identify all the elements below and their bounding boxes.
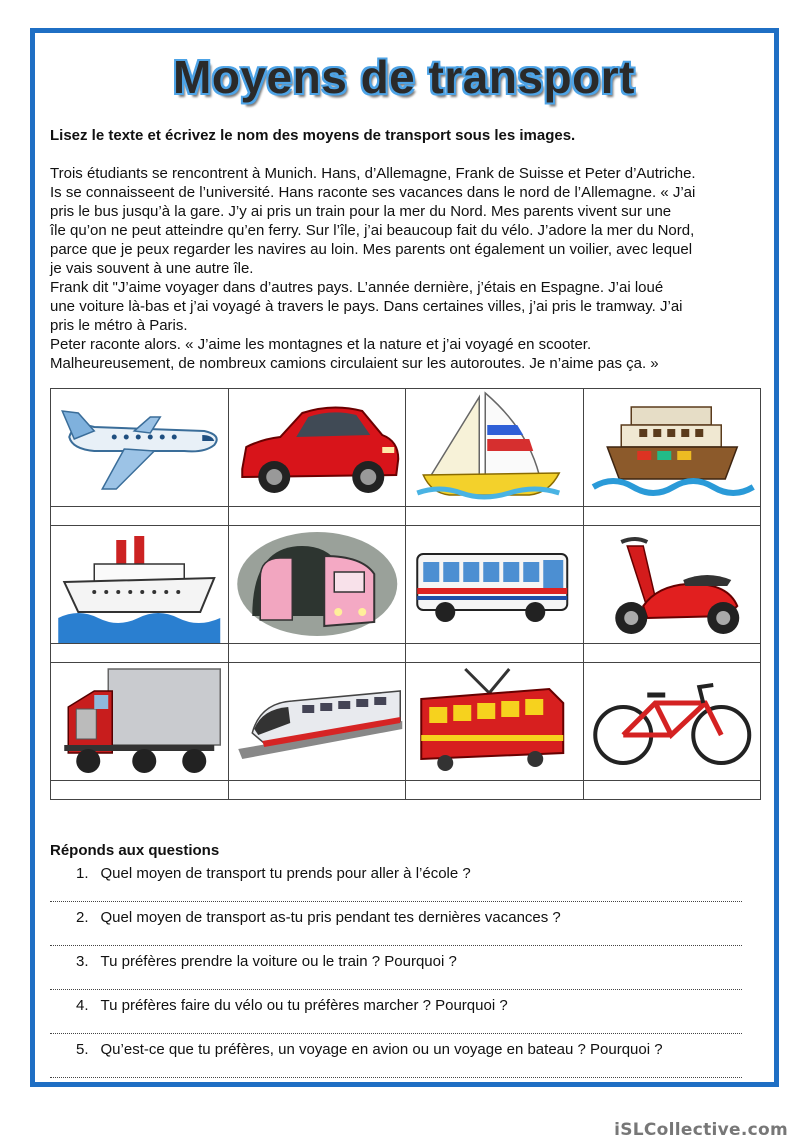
instruction: Lisez le texte et écrivez le nom des moyens de transport sous les images. (50, 127, 576, 144)
question-item (50, 952, 750, 971)
answer-line[interactable] (50, 883, 742, 902)
answer-line[interactable] (50, 927, 742, 946)
bus-icon (406, 526, 583, 643)
ship-icon (51, 526, 228, 643)
answer-line[interactable] (50, 1059, 742, 1078)
ferry-icon (584, 389, 761, 506)
bicycle-icon (584, 663, 761, 780)
story-line: pris le bus jusqu’à la gare. J’y ai pris un train pour la mer du Nord. Mes parents vivent sur une (50, 203, 672, 220)
question-text: Quel moyen de transport tu prends pour aller à l’école ? (100, 865, 471, 882)
cell-ferry (583, 389, 761, 507)
question-item (50, 864, 750, 883)
car-icon (229, 389, 406, 506)
answer-line[interactable] (50, 1015, 742, 1034)
question-item (50, 996, 750, 1015)
questions-section (50, 842, 750, 1078)
cell-sailboat (406, 389, 584, 507)
scooter-icon (584, 526, 761, 643)
question-number: 2. (76, 909, 89, 926)
question-number: 3. (76, 953, 89, 970)
story-line: Peter raconte alors. « J’aime les montagnes et la nature et j’ai voyagé en scooter. (50, 336, 592, 353)
story-line: Malheureusement, de nombreux camions circulaient sur les autoroutes. Je n’aime pas ça. » (50, 355, 659, 372)
question-item (50, 1040, 750, 1059)
train-icon (229, 663, 406, 780)
cell-tram (406, 663, 584, 781)
question-text: Qu’est-ce que tu préfères, un voyage en avion ou un voyage en bateau ? Pourquoi ? (100, 1041, 663, 1058)
image-grid (50, 388, 761, 800)
story-line: pris le métro à Paris. (50, 317, 188, 334)
footer-watermark: iSLCollective.com (614, 1120, 788, 1140)
question-text: Quel moyen de transport as-tu pris pendant tes dernières vacances ? (100, 909, 561, 926)
cell-bus (406, 526, 584, 644)
story-text (50, 164, 762, 373)
sailboat-icon (406, 389, 583, 506)
story-line: Trois étudiants se rencontrent à Munich. Hans, d’Allemagne, Frank de Suisse et Peter d’Autriche. (50, 165, 696, 182)
story-line: une voiture là-bas et j’ai voyagé à travers le pays. Dans certaines villes, j’ai pris le tramway. J’ai (50, 298, 683, 315)
cell-metro (228, 526, 406, 644)
cell-truck (51, 663, 229, 781)
cell-airplane (51, 389, 229, 507)
metro-icon (229, 526, 406, 643)
story-line: Frank dit "J’aime voyager dans d’autres pays. L’année dernière, j’étais en Espagne. J’ai loué (50, 279, 664, 296)
story-line: parce que je peux regarder les navires au loin. Mes parents ont également un voilier, avec lequel (50, 241, 693, 258)
question-number: 4. (76, 997, 89, 1014)
page-title: Moyens de transport (173, 51, 635, 103)
cell-ship (51, 526, 229, 644)
cell-car (228, 389, 406, 507)
questions-heading: Réponds aux questions (50, 842, 220, 859)
question-number: 5. (76, 1041, 89, 1058)
story-line: je vais souvent à une autre île. (50, 260, 254, 277)
tram-icon (406, 663, 583, 780)
story-line: Is se connaisseent de l’université. Hans raconte ses vacances dans le nord de l’Allemagne. « J’ai (50, 184, 696, 201)
airplane-icon (51, 389, 228, 506)
answer-line[interactable] (50, 971, 742, 990)
question-number: 1. (76, 865, 89, 882)
story-line: île qu’on ne peut atteindre qu’en ferry. Sur l’île, j’ai beaucoup fait du vélo. J’adore la mer du Nord, (50, 222, 695, 239)
truck-icon (51, 663, 228, 780)
cell-scooter (583, 526, 761, 644)
question-text: Tu préfères prendre la voiture ou le train ? Pourquoi ? (100, 953, 457, 970)
cell-bicycle (583, 663, 761, 781)
question-text: Tu préfères faire du vélo ou tu préfères marcher ? Pourquoi ? (100, 997, 508, 1014)
question-item (50, 908, 750, 927)
cell-train (228, 663, 406, 781)
